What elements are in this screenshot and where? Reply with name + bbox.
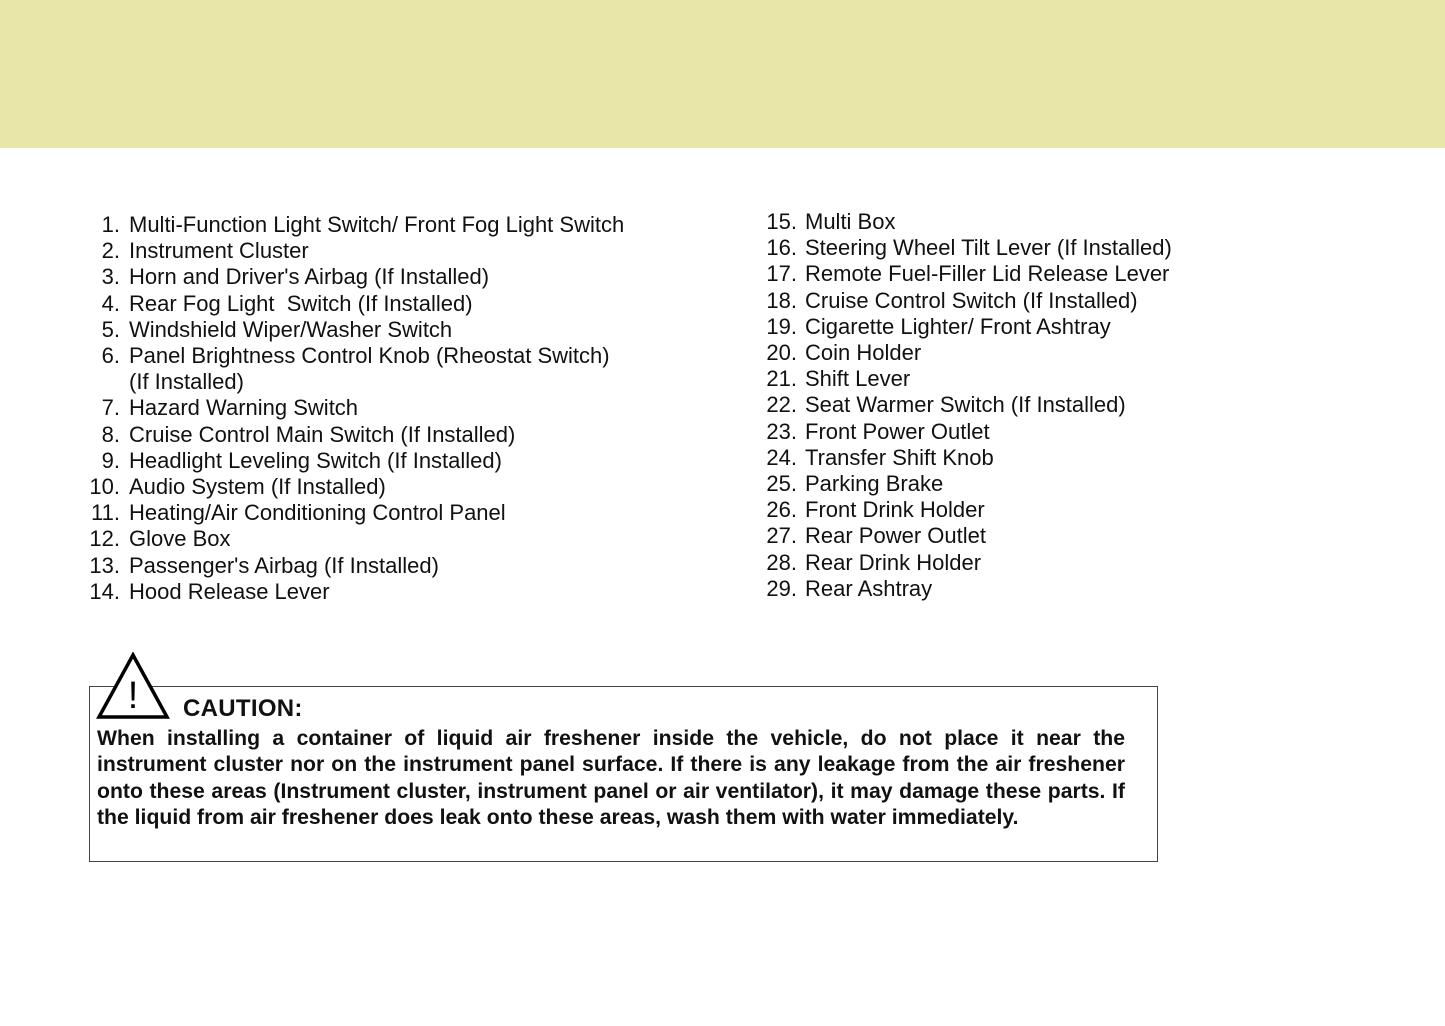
list-item [763, 340, 1423, 366]
list-item [763, 576, 1423, 602]
list-item-label: Front Power Outlet [805, 418, 990, 444]
list-item [763, 314, 1423, 340]
list-item-number: 21. [766, 366, 797, 392]
list-item [763, 261, 1423, 287]
list-item [88, 474, 728, 500]
list-item-number: 13. [89, 552, 120, 578]
list-item-number: 20. [766, 340, 797, 366]
list-item-label: Headlight Leveling Switch (If Installed) [129, 447, 502, 473]
list-item [88, 579, 728, 605]
list-item [88, 212, 728, 238]
list-item-number: 24. [766, 444, 797, 470]
list-item-label: Multi-Function Light Switch/ Front Fog Light Switch [129, 212, 625, 237]
list-item-label: Cigarette Lighter/ Front Ashtray [805, 313, 1111, 339]
list-item [763, 550, 1423, 576]
list-item-label: Transfer Shift Knob [805, 444, 994, 470]
list-item [763, 392, 1423, 418]
list-item-number: 23. [766, 418, 797, 444]
list-item-label: Steering Wheel Tilt Lever (If Installed) [805, 235, 1172, 261]
list-item-number: 11. [91, 500, 120, 526]
list-item [763, 288, 1423, 314]
list-item [763, 497, 1423, 523]
list-item-label: Audio System (If Installed) [129, 474, 386, 500]
list-item-label: Instrument Cluster [129, 238, 309, 264]
list-item-number: 29. [766, 575, 797, 601]
list-item [763, 419, 1423, 445]
list-item-number: 15. [766, 209, 797, 234]
list-item [88, 422, 728, 448]
list-item [88, 448, 728, 474]
list-item-number [88, 369, 120, 395]
list-item-label: Hazard Warning Switch [129, 395, 359, 421]
list-item-label: Glove Box [129, 526, 231, 552]
list-item [88, 264, 728, 290]
list-item-number: 10. [89, 474, 120, 500]
list-item-number: 1. [101, 212, 120, 237]
list-item [88, 291, 728, 317]
list-item-label: Remote Fuel-Filler Lid Release Lever [805, 261, 1170, 287]
list-item-number: 27. [766, 523, 797, 549]
list-item-number: 5. [101, 316, 120, 342]
list-item-label: Hood Release Lever [129, 578, 330, 604]
list-item-label: Parking Brake [805, 471, 944, 497]
list-item [88, 369, 728, 395]
list-item-number: 8. [101, 421, 120, 447]
list-item-number: 28. [766, 549, 797, 575]
list-item [88, 526, 728, 552]
warning-triangle-icon [96, 652, 170, 720]
list-item-label: Rear Power Outlet [805, 523, 986, 549]
list-item [763, 209, 1423, 235]
list-item-number: 16. [766, 235, 797, 261]
list-item-label: (If Installed) [129, 369, 244, 395]
list-item [763, 366, 1423, 392]
list-item-number: 7. [101, 395, 120, 421]
list-item-number: 18. [766, 287, 797, 313]
list-item-label: Panel Brightness Control Knob (Rheostat Switch) [129, 343, 610, 369]
list-item [88, 343, 728, 369]
list-item-label: Multi Box [805, 209, 896, 234]
list-item-number: 3. [101, 264, 120, 290]
list-item [88, 395, 728, 421]
list-item-number: 14. [89, 578, 120, 604]
list-item-label: Shift Lever [805, 366, 911, 392]
list-item [763, 445, 1423, 471]
caution-title: CAUTION: [183, 695, 303, 722]
list-item [763, 235, 1423, 261]
list-item-label: Windshield Wiper/Washer Switch [129, 316, 453, 342]
list-item-label: Rear Fog Light Switch (If Installed) [129, 290, 473, 316]
list-item-number: 12. [89, 526, 120, 552]
list-item-number: 6. [101, 343, 120, 369]
list-item-label: Horn and Driver's Airbag (If Installed) [129, 264, 490, 290]
list-item [763, 471, 1423, 497]
list-item-label: Coin Holder [805, 340, 922, 366]
component-list-left [88, 212, 728, 605]
list-item-number: 22. [766, 392, 797, 418]
list-item-number: 25. [766, 471, 797, 497]
header-band [0, 0, 1445, 148]
list-item-number: 26. [766, 497, 797, 523]
list-item-number: 2. [101, 238, 120, 264]
list-item-label: Cruise Control Main Switch (If Installed) [129, 421, 516, 447]
list-item [88, 238, 728, 264]
list-item [88, 317, 728, 343]
list-item-label: Rear Drink Holder [805, 549, 982, 575]
list-item-label: Cruise Control Switch (If Installed) [805, 287, 1138, 313]
list-item-number: 19. [766, 313, 797, 339]
list-item [763, 523, 1423, 549]
caution-body: When installing a container of liquid air freshener inside the vehicle, do not place it near the instrument cluster nor on the instrument panel surface. If there is any leakage from the air freshener onto these areas (Instrument cluster, instrument panel or air ventilator), it may damage these parts. If the liquid from air freshener does leak onto these areas, wash them with water immediately. [97, 727, 1125, 829]
list-item-label: Front Drink Holder [805, 497, 985, 523]
list-item-label: Seat Warmer Switch (If Installed) [805, 392, 1126, 418]
list-item-label: Heating/Air Conditioning Control Panel [129, 500, 506, 526]
list-item-number: 17. [766, 261, 797, 287]
list-item [88, 553, 728, 579]
list-item-number: 4. [101, 290, 120, 316]
warning-glyph: ! [127, 675, 139, 717]
component-list-right [763, 209, 1423, 602]
list-item [88, 500, 728, 526]
list-item-label: Rear Ashtray [805, 575, 933, 601]
list-item-label: Passenger's Airbag (If Installed) [129, 552, 439, 578]
list-item-number: 9. [101, 447, 120, 473]
